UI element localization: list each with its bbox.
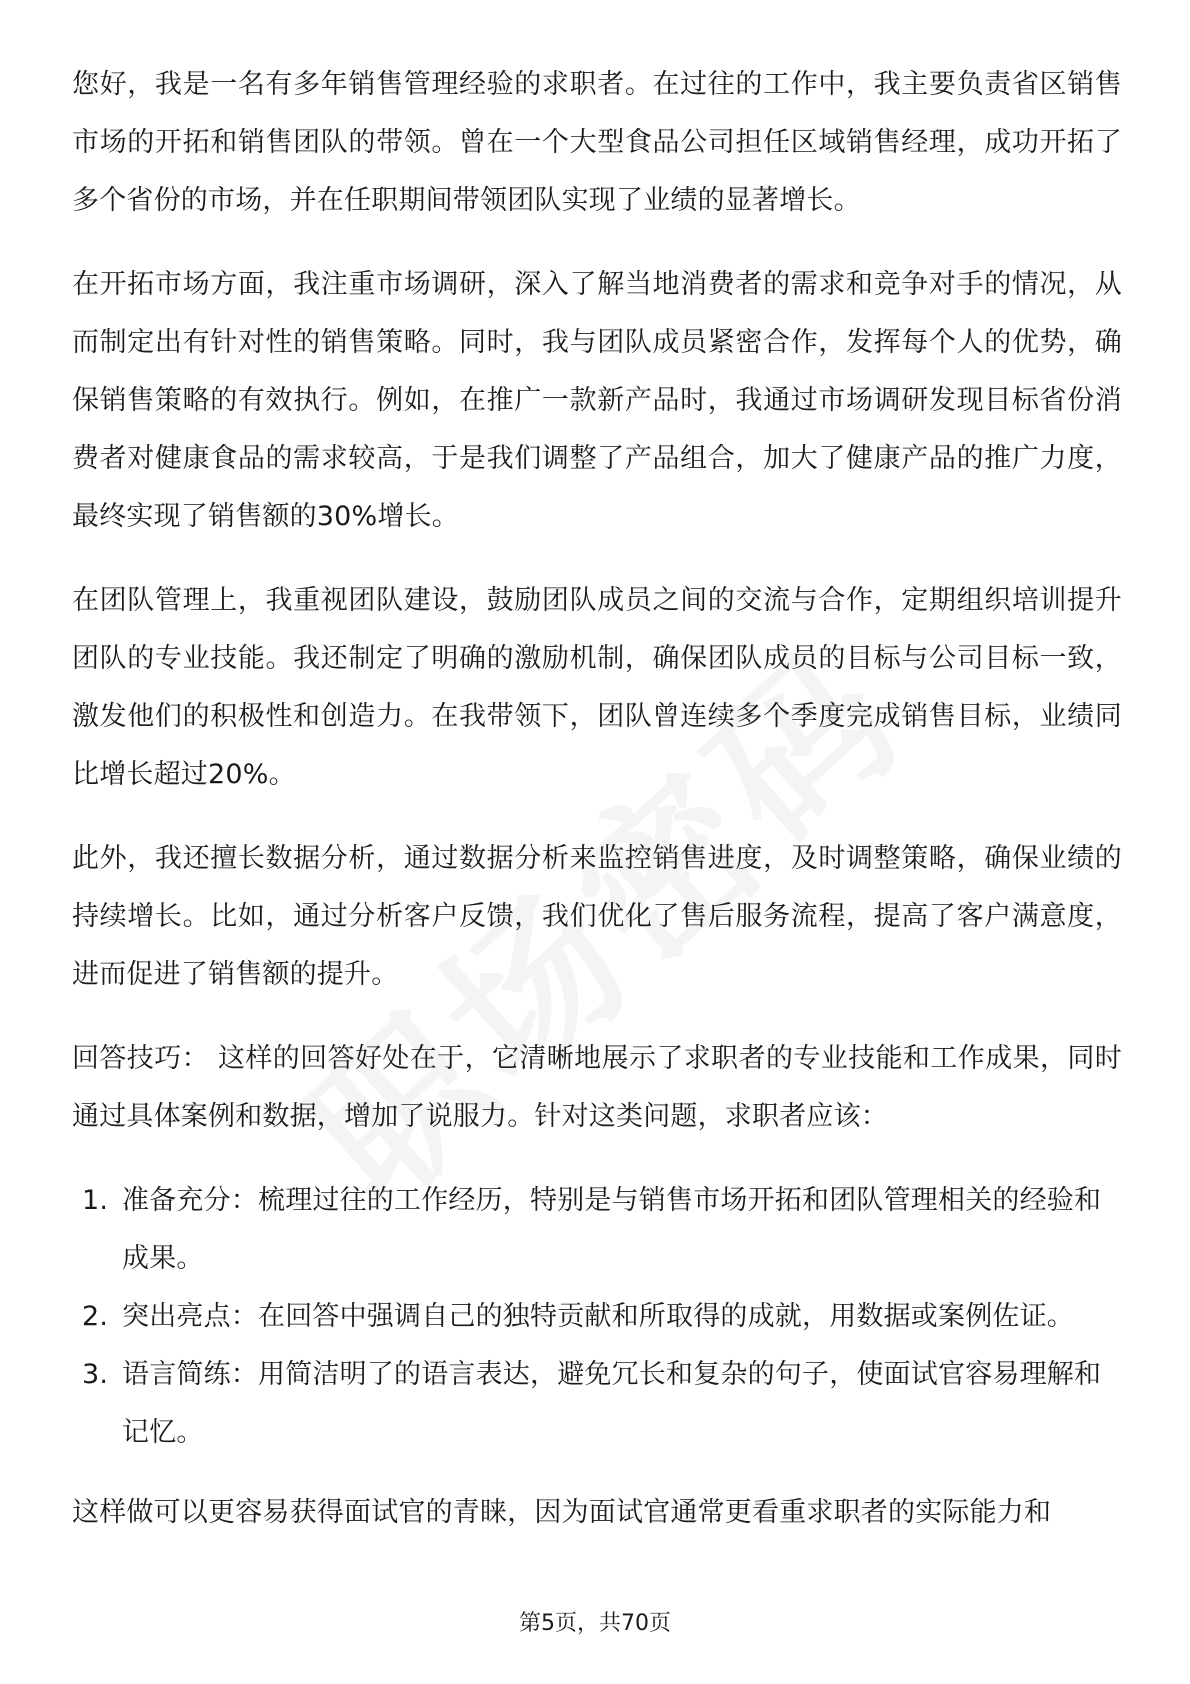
list-item	[72, 1346, 1122, 1462]
paragraph-intro: 您好，我是一名有多年销售管理经验的求职者。在过往的工作中，我主要负责省区销售市场的开拓和销售团队的带领。曾在一个大型食品公司担任区域销售经理，成功开拓了多个省份的市场，并在任职期间带领团队实现了业绩的显著增长。	[72, 69, 1122, 216]
list-text: 语言简练：用简洁明了的语言表达，避免冗长和复杂的句子，使面试官容易理解和记忆。	[122, 1359, 1102, 1448]
list-text: 准备充分：梳理过往的工作经历，特别是与销售市场开拓和团队管理相关的经验和成果。	[122, 1185, 1102, 1274]
list-text: 突出亮点：在回答中强调自己的独特贡献和所取得的成就，用数据或案例佐证。	[122, 1301, 1074, 1332]
page-footer: 第5页，共70页	[519, 1611, 671, 1636]
paragraph-closing: 这样做可以更容易获得面试官的青睐，因为面试官通常更看重求职者的实际能力和	[72, 1497, 1052, 1528]
paragraph-data: 此外，我还擅长数据分析，通过数据分析来监控销售进度，及时调整策略，确保业绩的持续增长。比如，通过分析客户反馈，我们优化了售后服务流程，提高了客户满意度，进而促进了销售额的提升。	[72, 843, 1122, 990]
page-content	[72, 56, 1122, 1568]
paragraph-team: 在团队管理上，我重视团队建设，鼓励团队成员之间的交流与合作，定期组织培训提升团队的专业技能。我还制定了明确的激励机制，确保团队成员的目标与公司目标一致，激发他们的积极性和创造力。在我带领下，团队曾连续多个季度完成销售目标，业绩同比增长超过20%。	[72, 585, 1122, 790]
list-item	[72, 1288, 1122, 1346]
tips-list	[72, 1172, 1122, 1462]
list-number: 2.	[82, 1301, 109, 1332]
list-number: 3.	[82, 1359, 109, 1390]
paragraph-market: 在开拓市场方面，我注重市场调研，深入了解当地消费者的需求和竞争对手的情况，从而制定出有针对性的销售策略。同时，我与团队成员紧密合作，发挥每个人的优势，确保销售策略的有效执行。例如，在推广一款新产品时，我通过市场调研发现目标省份消费者对健康食品的需求较高，于是我们调整了产品组合，加大了健康产品的推广力度，最终实现了销售额的30%增长。	[72, 269, 1122, 532]
list-item	[72, 1172, 1122, 1288]
paragraph-tips-intro: 回答技巧： 这样的回答好处在于，它清晰地展示了求职者的专业技能和工作成果，同时通过具体案例和数据，增加了说服力。针对这类问题，求职者应该：	[72, 1043, 1122, 1132]
list-number: 1.	[82, 1185, 109, 1216]
